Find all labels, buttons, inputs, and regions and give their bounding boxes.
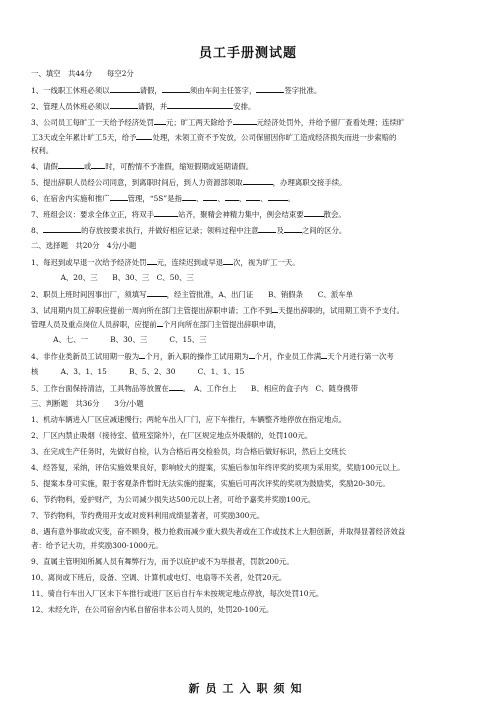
text-segment: 安排。 [233, 102, 256, 111]
text-line [31, 208, 477, 221]
fill-in-blank [169, 382, 183, 391]
text-line [31, 256, 477, 269]
text-line [31, 366, 477, 378]
text-segment: 一、填空 共44分 每空2分 [31, 69, 134, 78]
fill-in-blank [167, 100, 233, 109]
fill-in-blank [147, 256, 157, 265]
text-segment: A、七、一 B、30、三 C、15、三 [31, 335, 207, 344]
text-segment: 8、遇有意外事故或灾变，奋不顾身，极力抢救而减少重大损失者或在工作或技术上大胆创新，并取得显著经济效益 [31, 527, 406, 536]
text-line [31, 430, 477, 442]
text-segment: ，办理离职交接手续。 [272, 178, 347, 187]
text-segment: 、 [195, 194, 204, 203]
text-segment: 3、试用期内员工辞职应提前一周向所在部门主管提出辞职申请；工作不到 [31, 306, 273, 315]
text-segment: 二、选择题 共20分 4分/小题 [31, 241, 137, 250]
text-segment: 三、判断题 共36分 3分/小题 [31, 399, 144, 408]
fill-in-blank [43, 224, 81, 233]
text-line [31, 224, 477, 237]
text-line [31, 116, 477, 129]
text-line [31, 540, 477, 552]
fill-in-blank [110, 192, 128, 201]
fill-in-blank [110, 100, 138, 109]
fill-in-blank [162, 84, 190, 93]
text-segment: 2、厂区内禁止吸烟（接待室、值班室除外），在厂区规定地点外吸烟的，处罚100元。 [31, 431, 313, 440]
text-segment: 。 [287, 194, 295, 203]
text-segment: 2、管理人员休班必须以 [31, 102, 110, 111]
text-segment: 或 [83, 162, 92, 171]
text-line [31, 604, 477, 616]
text-line [31, 100, 477, 113]
text-line [31, 240, 477, 252]
text-line [31, 350, 477, 363]
fill-in-blank [154, 208, 178, 217]
text-line [31, 304, 477, 317]
text-segment: 权利。 [31, 146, 54, 155]
text-segment: 10、离岗或下班后，设备、空调、计算机或电灯、电扇等不关者，处罚20元。 [31, 573, 287, 582]
text-line [31, 478, 477, 490]
text-segment: 个月，新入职的操作工试用期为 [145, 352, 249, 361]
text-line [31, 192, 477, 205]
fill-in-blank [223, 256, 233, 265]
text-segment: 5、提案本身可实施，限于客观条件暂时无法实施的提案，实施后可再次评奖的奖项为鼓励奖，奖励20-30元。 [31, 479, 390, 488]
text-segment: 签字批准。 [284, 86, 322, 95]
text-line [31, 160, 477, 173]
text-segment: 处理，未领工资不予发放，公司保留因你旷工造成经济损失而进一步索赔的 [152, 133, 397, 142]
text-line [31, 494, 477, 506]
text-line [31, 446, 477, 458]
fill-in-blank [58, 160, 84, 169]
text-segment: 6、节约物料，爱护财产，为公司减少损失达500元以上者，可给予嘉奖并奖励100元。 [31, 495, 316, 504]
text-line [31, 510, 477, 522]
text-segment: 个月向所在部门主管提出辞职申请， [162, 320, 281, 329]
text-segment: 个月，作业员工作满 [254, 352, 322, 361]
text-segment: 1、一线职工休班必须以 [31, 86, 110, 95]
text-segment: 、 [238, 194, 247, 203]
text-segment: 及 [276, 226, 284, 235]
text-line [31, 382, 477, 395]
text-segment: 散会。 [323, 210, 346, 219]
text-line [31, 398, 477, 410]
text-segment: 3、公司员工每旷工一天给予经济处罚 [31, 118, 154, 127]
text-segment: 次，视为旷工一天。 [233, 258, 300, 267]
text-line [31, 462, 477, 474]
text-line [31, 572, 477, 584]
text-segment: 7、节约物料，节约费用开支或对废料利用成绩显著者，可奖励300元。 [31, 511, 265, 520]
text-segment: 5、工作台面保持清洁，工具物品等放置在 [31, 384, 169, 393]
text-segment: 、 [260, 194, 268, 203]
text-segment: 元；旷工两天除给予 [165, 118, 233, 127]
text-segment: 须由车间主任签字， [189, 86, 257, 95]
text-segment: 管理，“5S”是指 [127, 194, 182, 203]
text-segment: 工3天或全年累计旷工5天，给予 [31, 133, 137, 142]
fill-in-blank [182, 192, 196, 201]
text-segment: 9、直属主管明知所属人员有舞弊行为，而予以庇护或不为举报者，罚款200元。 [31, 557, 294, 566]
text-segment: 4、非作业类新员工试用期一般为 [31, 352, 140, 361]
text-segment: 元，连续迟到或早退 [156, 258, 224, 267]
text-segment: 4、请假 [31, 162, 58, 171]
text-segment: 时，可酌情不予准假，缩短假期或延期请假。 [105, 162, 254, 171]
fill-in-blank [258, 224, 276, 233]
text-segment: 元经济处罚外，并给予留厂查看处理；连续旷 [256, 118, 405, 127]
text-line [31, 272, 477, 284]
text-line [31, 526, 477, 538]
text-segment: A、20、三 B、30、三 C、50、三 [31, 273, 194, 282]
fill-in-blank [154, 116, 166, 125]
fill-in-blank [225, 192, 239, 201]
fill-in-blank [91, 160, 105, 169]
text-segment: 1、每迟到或早退一次给予经济处罚 [31, 258, 147, 267]
fill-in-blank [233, 116, 257, 125]
text-line [31, 176, 477, 189]
next-section-heading: 新员工入职须知 [188, 682, 308, 695]
text-line [31, 131, 477, 144]
text-segment: 请假，并 [137, 102, 168, 111]
fill-in-blank [304, 208, 324, 217]
text-segment: 2、职员上班时间因事出厂，须填写 [31, 290, 147, 299]
fill-in-blank [284, 224, 302, 233]
text-segment: 管理人员及重点岗位人员辞职，应提前 [31, 320, 157, 329]
text-segment: 的存放按要求执行，并做好相应记录；领料过程中注意 [81, 226, 259, 235]
text-segment: 天个月进行第一次考 [327, 352, 394, 361]
text-line [31, 414, 477, 426]
text-line [31, 588, 477, 600]
text-segment: 者：给予记大功，并奖励300-1000元。 [31, 541, 163, 550]
text-segment: 、 [217, 194, 225, 203]
text-segment: 8、 [31, 226, 44, 235]
text-segment: 4、经答复，采纳，评估实施效果良好，影响较大的提案，实施后参加年终评奖的奖项为采用奖，奖励100元以上。 [31, 463, 405, 472]
text-segment: 11、骑自行车出入厂区未下车推行或进厂区后自行车未按规定地点停放，每次处罚10元。 [31, 589, 324, 598]
text-line [31, 318, 477, 331]
text-line [31, 334, 477, 346]
text-segment: 1、机动车辆进入厂区应减速慢行；两轮车出入厂门，应下车推行，车辆整齐地停放在指定地点。 [31, 415, 347, 424]
fill-in-blank [110, 84, 140, 93]
text-segment: 请假， [139, 86, 162, 95]
text-line [31, 84, 477, 97]
text-line [31, 145, 477, 157]
fill-in-blank [243, 176, 273, 185]
text-segment: 核 A、3、1、15 B、5、2、30 C、1、1、15 [31, 367, 245, 376]
text-segment: 5、提出辞职人员经公司同意，到离职时间后，到人力资源部领取 [31, 178, 243, 187]
text-segment: 。 A、工作台上 B、相应的盒子内 C、随身携带 [182, 384, 359, 393]
text-line [31, 288, 477, 301]
text-line [31, 68, 477, 80]
text-segment: 3、在完成生产任务时，先做好自检，认为合格后再交检验员，均合格后做好标识，然后上交班长 [31, 447, 347, 456]
fill-in-blank [136, 131, 152, 140]
fill-in-blank [268, 192, 288, 201]
text-segment: 12、未经允许，在公司宿舍内私自留宿非本公司人员的，处罚20-100元。 [31, 605, 274, 614]
page-title: 员工手册测试题 [198, 46, 297, 61]
text-segment: 天提出辞职的，试用期工资不予支付。 [278, 306, 404, 315]
text-segment: 站齐，聚精会神精力集中，例会结束要 [177, 210, 304, 219]
fill-in-blank [147, 288, 167, 297]
text-segment: 6、在宿舍内实施和推广 [31, 194, 110, 203]
text-segment: 之间的区分。 [301, 226, 347, 235]
text-segment: ，经主管批准，A、出门证 B、销假条 C、派车单 [166, 290, 353, 299]
fill-in-blank [256, 84, 284, 93]
text-line [31, 556, 477, 568]
fill-in-blank [203, 192, 217, 201]
text-segment: 7、班组会议：要求全体立正，将双手 [31, 210, 154, 219]
fill-in-blank [246, 192, 260, 201]
